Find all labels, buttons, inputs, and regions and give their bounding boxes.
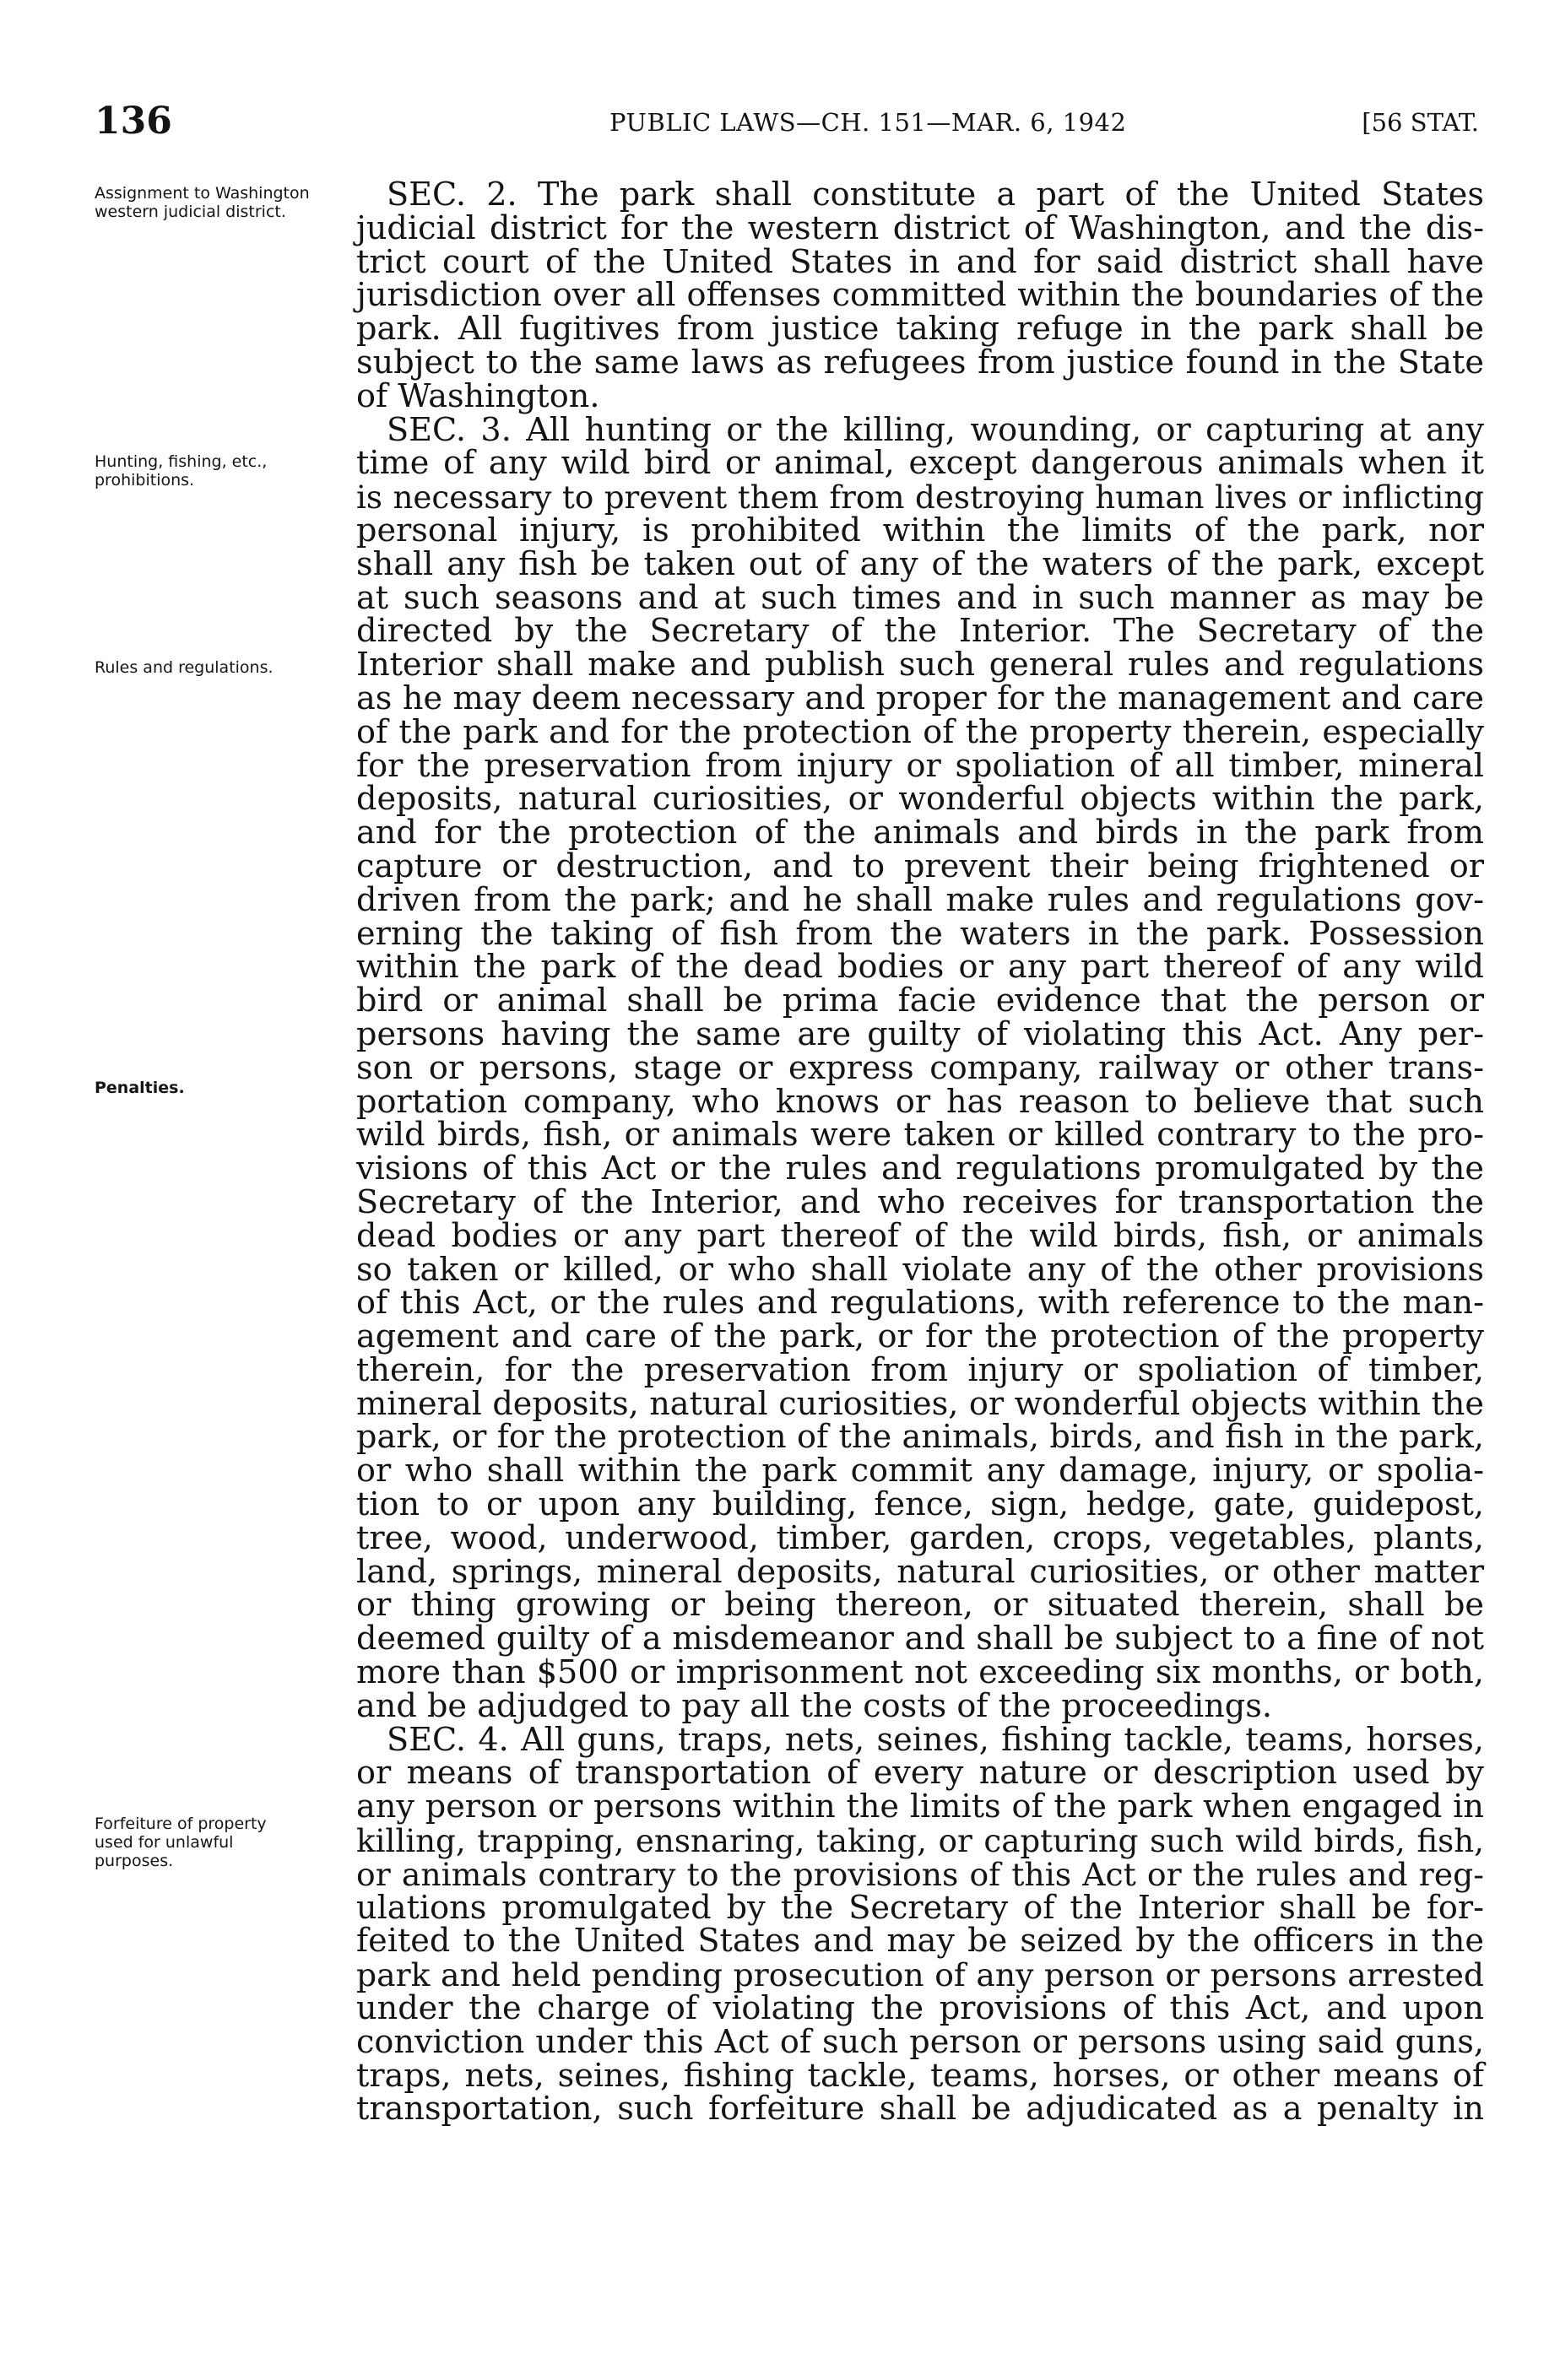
body-line: Secretary of the Interior, and who receives for transportation the [356, 1183, 1484, 1221]
running-head: PUBLIC LAWS—CH. 151—MAR. 6, 1942 [609, 108, 1127, 137]
margin-note-penalties: Penalties. [95, 1079, 185, 1097]
body-line: or thing growing or being thereon, or situated therein, shall be [356, 1587, 1484, 1625]
body-line: of Washington. [356, 377, 600, 415]
body-line: park, or for the protection of the animals, birds, and fish in the park, [356, 1419, 1484, 1457]
body-line: any person or persons within the limits of the park when engaged in [356, 1788, 1484, 1826]
margin-note-hunting: Hunting, fishing, etc., prohibitions. [95, 452, 268, 490]
body-line: or means of transportation of every nature or description used by [356, 1755, 1484, 1793]
body-line: personal injury, is prohibited within the limits of the park, nor [356, 511, 1484, 549]
body-line: judicial district for the western district of Washington, and the dis- [356, 209, 1484, 247]
margin-note-forfeiture: Forfeiture of property used for unlawful purposes. [95, 1815, 267, 1870]
body-line: driven from the park; and he shall make rules and regulations gov- [356, 881, 1484, 919]
margin-note-rules: Rules and regulations. [95, 658, 274, 677]
body-line: portation company, who knows or has reason to believe that such [356, 1083, 1484, 1121]
body-line: park and held pending prosecution of any person or persons arrested [356, 1956, 1484, 1994]
body-line: trict court of the United States in and for said district shall have [356, 243, 1484, 281]
body-line: SEC. 4. All guns, traps, nets, seines, fishing tackle, teams, horses, [387, 1721, 1484, 1759]
body-line: of this Act, or the rules and regulations, with reference to the man- [356, 1285, 1484, 1323]
body-line: subject to the same laws as refugees from justice found in the State [356, 343, 1484, 381]
body-line: feited to the United States and may be seized by the officers in the [356, 1923, 1484, 1961]
body-line: wild birds, fish, or animals were taken or killed contrary to the pro- [356, 1117, 1484, 1155]
body-line: so taken or killed, or who shall violate any of the other provisions [356, 1251, 1484, 1289]
body-line: SEC. 3. All hunting or the killing, wounding, or capturing at any [387, 411, 1484, 449]
body-line: more than $500 or imprisonment not exceeding six months, or both, [356, 1654, 1484, 1692]
body-line: of the park and for the protection of the property therein, especially [356, 713, 1484, 751]
page-header [95, 100, 1479, 150]
body-line: or animals contrary to the provisions of this Act or the rules and reg- [356, 1855, 1484, 1893]
body-line: capture or destruction, and to prevent their being frightened or [356, 847, 1484, 885]
body-line: as he may deem necessary and proper for the management and care [356, 679, 1484, 717]
body-line: son or persons, stage or express company, railway or other trans- [356, 1049, 1484, 1087]
body-line: dead bodies or any part thereof of the wild birds, fish, or animals [356, 1217, 1484, 1255]
page-number: 136 [95, 100, 172, 143]
body-line: and be adjudged to pay all the costs of the proceedings. [356, 1687, 1272, 1725]
body-line: agement and care of the park, or for the protection of the property [356, 1318, 1484, 1356]
body-line: and for the protection of the animals and birds in the park from [356, 814, 1484, 852]
volume-reference: [56 STAT. [1362, 108, 1479, 137]
body-line: erning the taking of fish from the waters in the park. Possession [356, 915, 1484, 953]
body-line: park. All fugitives from justice taking refuge in the park shall be [356, 311, 1484, 349]
body-line: directed by the Secretary of the Interior. The Secretary of the [356, 613, 1484, 651]
body-line: within the park of the dead bodies or any part thereof of any wild [356, 949, 1484, 987]
body-line: time of any wild bird or animal, except dangerous animals when it [356, 445, 1484, 483]
body-line: at such seasons and at such times and in such manner as may be [356, 579, 1484, 617]
body-line: tion to or upon any building, fence, sign, hedge, gate, guidepost, [356, 1486, 1484, 1524]
body-line: land, springs, mineral deposits, natural curiosities, or other matter [356, 1553, 1484, 1591]
body-line: transportation, such forfeiture shall be adjudicated as a penalty in [356, 2091, 1484, 2128]
body-line: under the charge of violating the provisions of this Act, and upon [356, 1990, 1484, 2028]
margin-note-assignment: Assignment to Washington western judicial district. [95, 184, 310, 221]
statute-body [356, 176, 1484, 2128]
body-line: is necessary to prevent them from destroying human lives or inflicting [356, 479, 1484, 517]
body-line: deposits, natural curiosities, or wonderful objects within the park, [356, 781, 1484, 819]
body-line: traps, nets, seines, fishing tackle, teams, horses, or other means of [356, 2057, 1484, 2095]
body-line: deemed guilty of a misdemeanor and shall be subject to a fine of not [356, 1620, 1484, 1658]
body-line: persons having the same are guilty of violating this Act. Any per- [356, 1015, 1484, 1053]
body-line: SEC. 2. The park shall constitute a part of the United States [387, 176, 1484, 214]
body-line: jurisdiction over all offenses committed within the boundaries of the [356, 277, 1484, 315]
body-line: conviction under this Act of such person or persons using said guns, [356, 2023, 1484, 2061]
body-line: therein, for the preservation from injury or spoliation of timber, [356, 1351, 1484, 1389]
body-line: shall any fish be taken out of any of the waters of the park, except [356, 545, 1484, 583]
body-line: bird or animal shall be prima facie evidence that the person or [356, 982, 1484, 1020]
body-line: for the preservation from injury or spoliation of all timber, mineral [356, 747, 1484, 785]
body-line: killing, trapping, ensnaring, taking, or capturing such wild birds, fish, [356, 1822, 1484, 1860]
body-line: mineral deposits, natural curiosities, or wonderful objects within the [356, 1385, 1484, 1423]
body-line: visions of this Act or the rules and regulations promulgated by the [356, 1150, 1484, 1188]
body-line: ulations promulgated by the Secretary of the Interior shall be for- [356, 1889, 1484, 1927]
body-line: tree, wood, underwood, timber, garden, crops, vegetables, plants, [356, 1519, 1484, 1557]
body-line: or who shall within the park commit any damage, injury, or spolia- [356, 1452, 1484, 1490]
body-line: Interior shall make and publish such general rules and regulations [356, 646, 1484, 684]
